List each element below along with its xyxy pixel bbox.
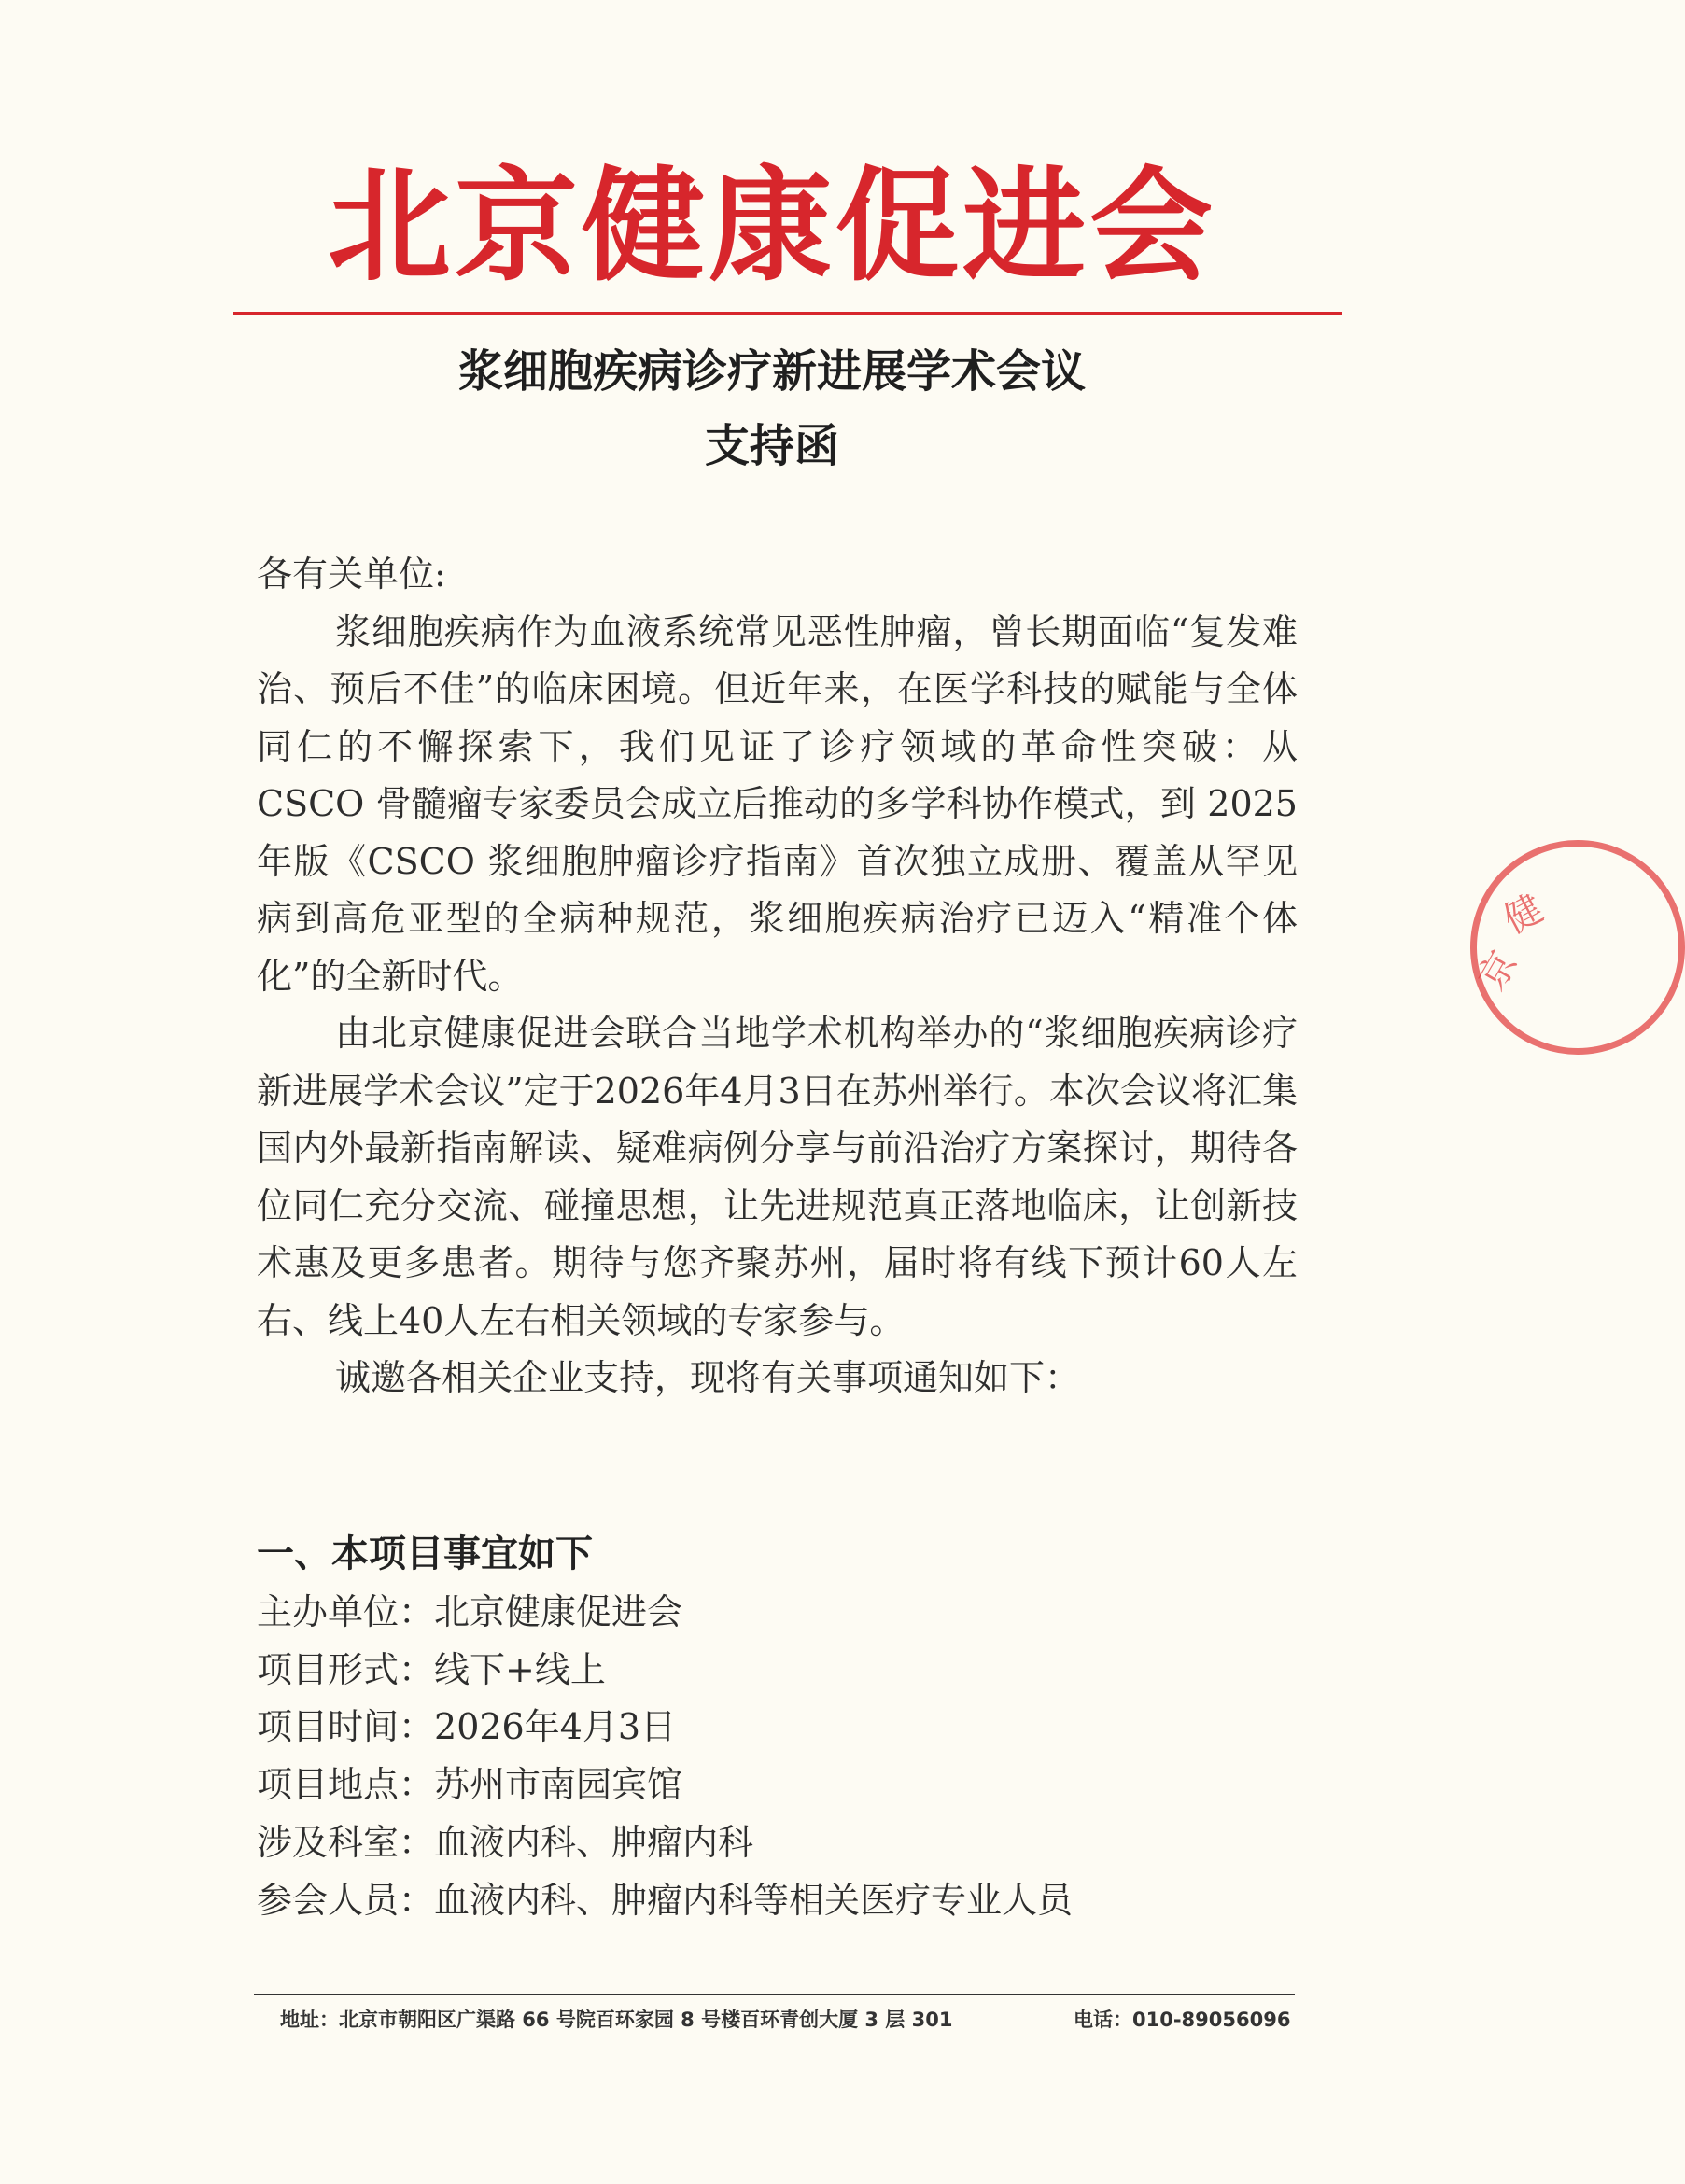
detail-venue: [257, 1757, 1298, 1814]
detail-value: 苏州市南园宾馆: [434, 1764, 683, 1806]
paragraph-invitation: 诚邀各相关企业支持，现将有关事项通知如下：: [335, 1357, 1081, 1398]
salutation: 各有关单位:: [257, 553, 446, 595]
detail-value: 线下+线上: [434, 1648, 606, 1690]
letterhead-title: 北京健康促进会: [328, 155, 1216, 299]
document-title: 浆细胞疾病诊疗新进展学术会议: [457, 345, 1086, 398]
detail-attendees: [257, 1872, 1298, 1930]
section-heading: 一、本项目事宜如下: [257, 1533, 593, 1575]
detail-format: [257, 1642, 1298, 1700]
detail-label: 参会人员：: [257, 1879, 435, 1921]
document-subtitle: 支持函: [704, 420, 839, 472]
official-seal-icon: [1470, 840, 1685, 1055]
footer: [280, 2004, 1291, 2036]
paragraph-meeting: 由北京健康促进会联合当地学术机构举办的“浆细胞疾病诊疗新进展学术会议”定于2026年4月3日在苏州举行。本次会议将汇集国内外最新指南解读、疑难病例分享与前沿治疗方案探讨，期待各位同仁充分交流、碰撞思想，让先进规范真正落地临床，让创新技术惠及更多患者。期待与您齐聚苏州，届时将有线下预计60人左右、线上40人左右相关领域的专家参与。: [257, 1013, 1298, 1341]
detail-label: 项目地点：: [257, 1764, 435, 1806]
detail-label: 项目形式：: [257, 1648, 435, 1690]
project-details: [257, 1584, 1298, 1929]
detail-value: 北京健康促进会: [434, 1591, 683, 1632]
detail-value: 2026年4月3日: [434, 1706, 677, 1748]
footer-phone: 电话：010-89056096: [1074, 2009, 1291, 2031]
paragraph-background: 浆细胞疾病作为血液系统常见恶性肿瘤，曾长期面临“复发难治、预后不佳”的临床困境。但近年来，在医学科技的赋能与全体同仁的不懈探索下，我们见证了诊疗领域的革命性突破：从 CSCO 骨髓瘤专家委员会成立后推动的多学科协作模式，到 2025 年版《CSCO 浆细胞肿瘤诊疗指南》首次独立成册、覆盖从罕见病到高危亚型的全病种规范，浆细胞疾病治疗已迈入“精准个体化”的全新时代。: [257, 610, 1298, 997]
detail-organizer: [257, 1584, 1298, 1642]
detail-value: 血液内科、肿瘤内科: [434, 1821, 754, 1863]
detail-value: 血液内科、肿瘤内科等相关医疗专业人员: [434, 1879, 1074, 1921]
footer-divider: [254, 1994, 1295, 1995]
detail-label: 项目时间：: [257, 1706, 435, 1748]
seal-char: 京: [1470, 944, 1526, 998]
footer-address: 地址：北京市朝阳区广渠路 66 号院百环家园 8 号楼百环青创大厦 3 层 301: [280, 2009, 953, 2031]
letter-body: [257, 546, 1298, 1407]
detail-date: [257, 1699, 1298, 1757]
detail-label: 主办单位：: [257, 1591, 435, 1632]
detail-label: 涉及科室：: [257, 1821, 435, 1863]
letterhead-divider: [233, 312, 1342, 315]
seal-char: 健: [1496, 887, 1551, 943]
detail-departments: [257, 1814, 1298, 1872]
